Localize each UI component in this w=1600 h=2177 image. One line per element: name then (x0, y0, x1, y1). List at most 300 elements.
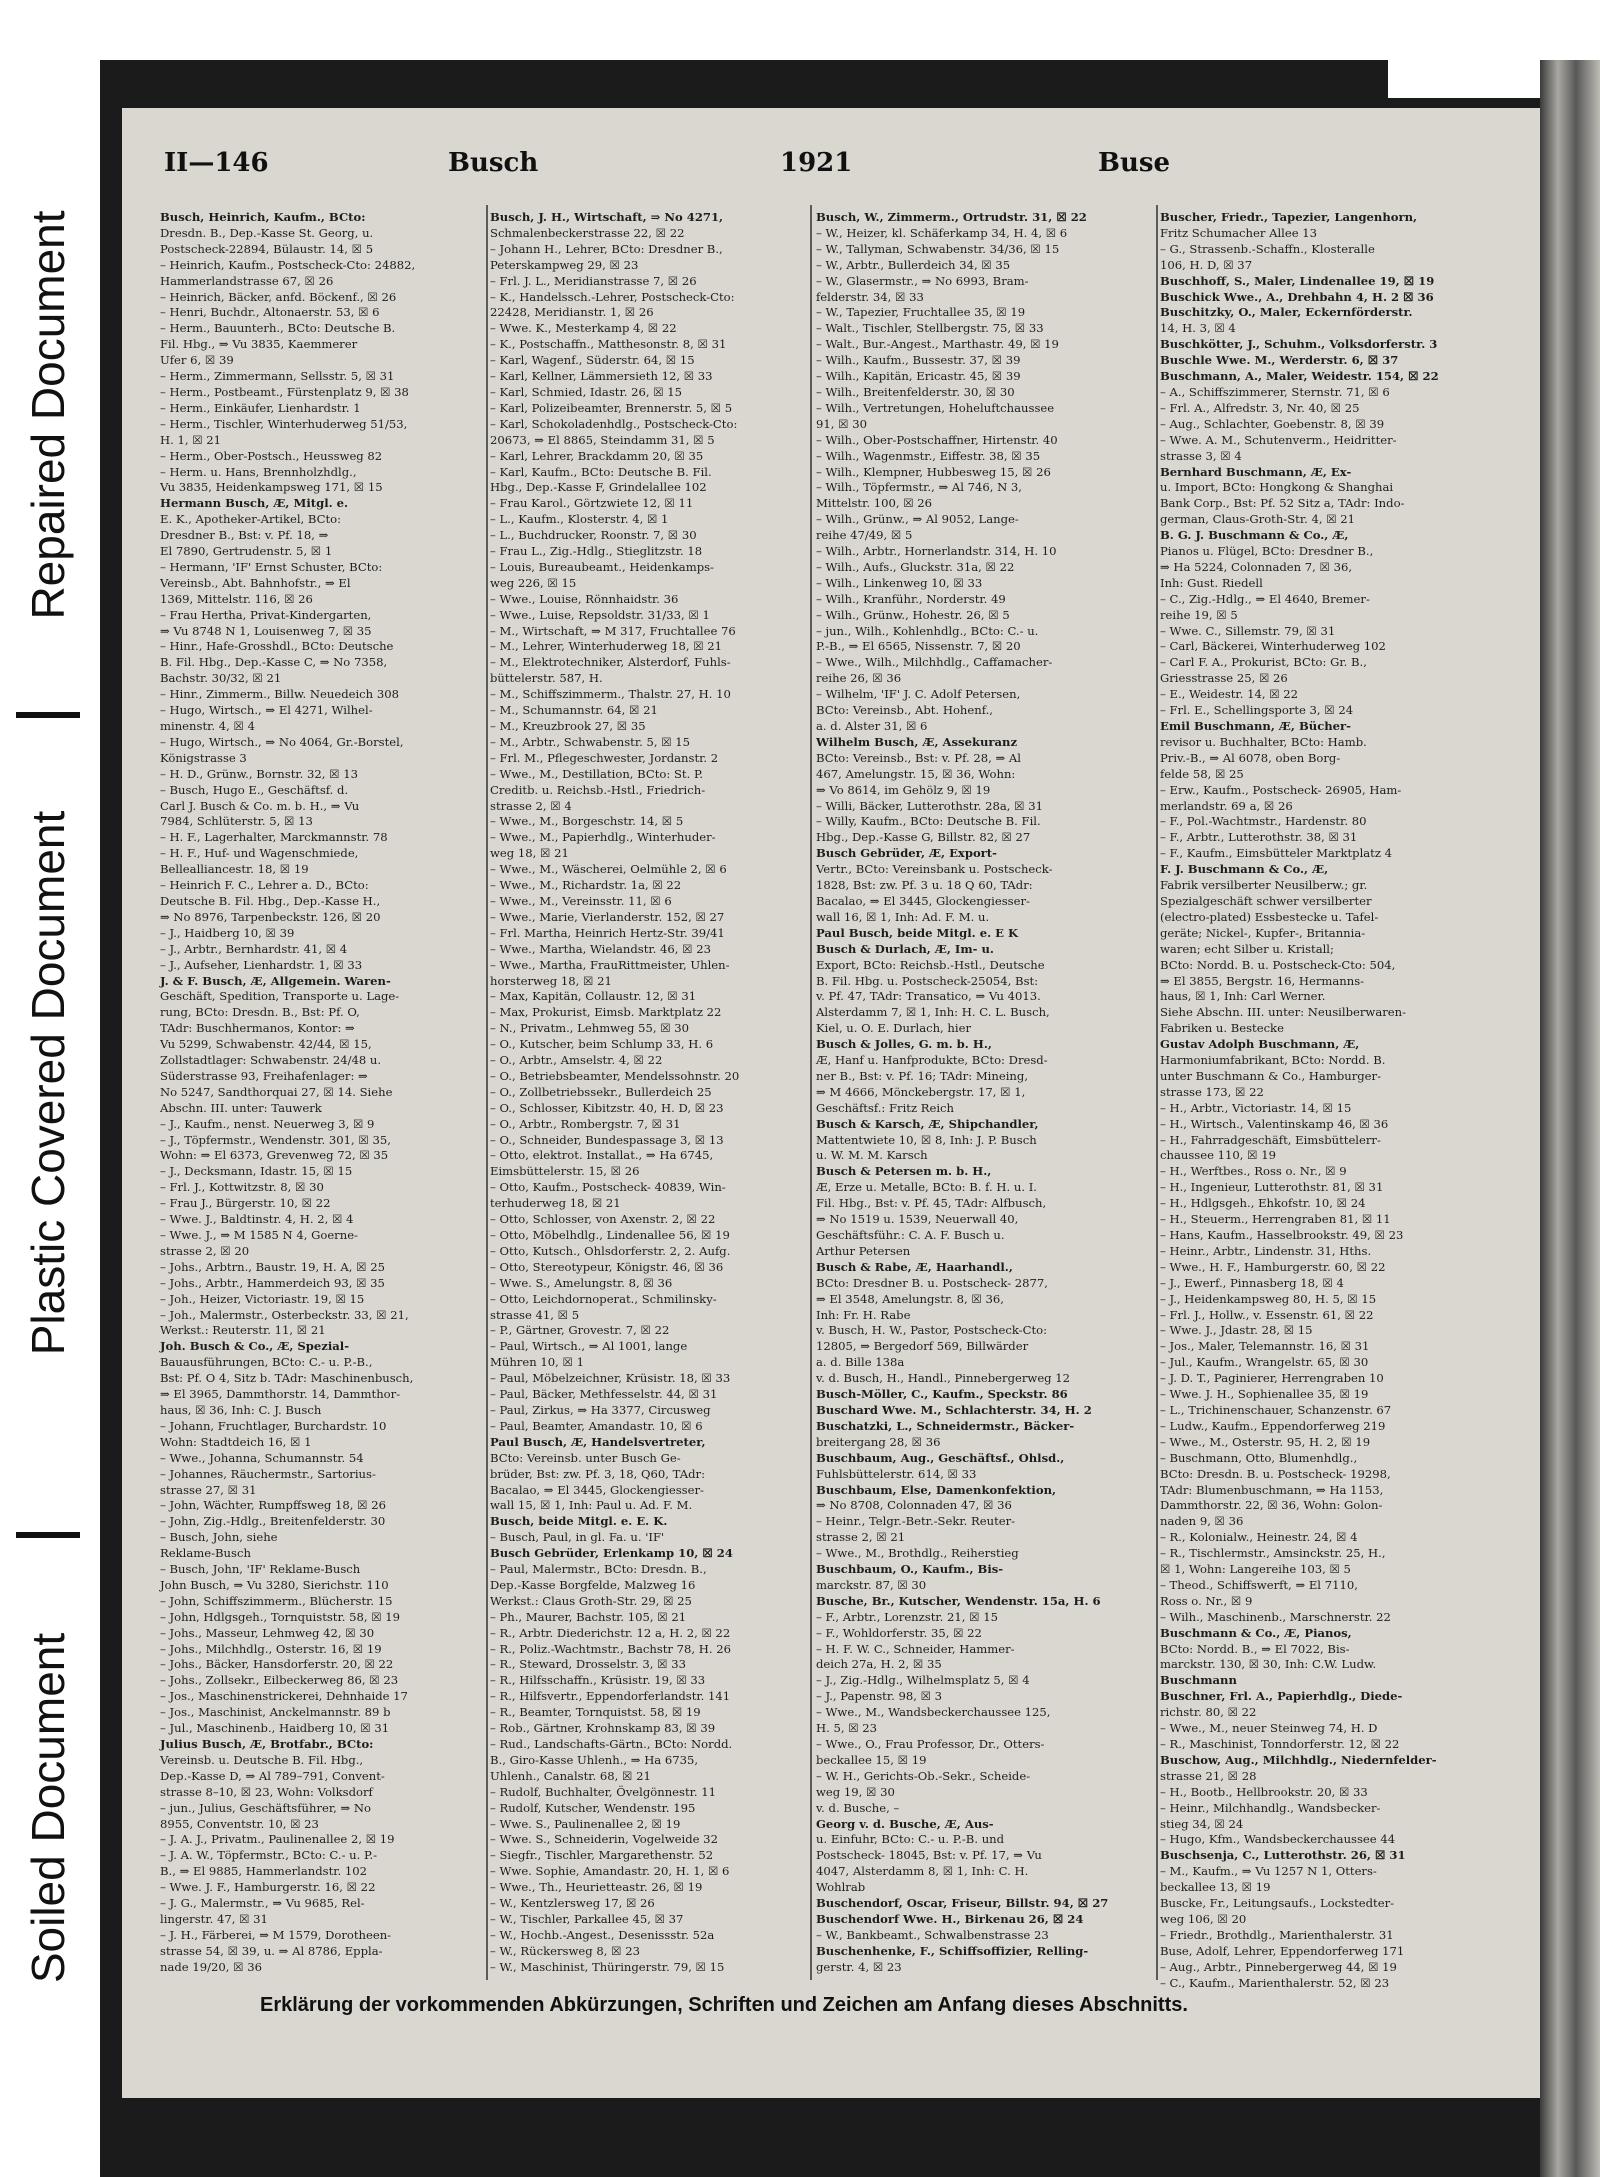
entry-line: Schmalenbeckerstrasse 22, ☒ 22 (490, 225, 685, 240)
entry-line: – H. F. W. C., Schneider, Hammer- (816, 1641, 1015, 1656)
entry-line: – W., Maschinist, Thüringerstr. 79, ☒ 15 (490, 1959, 725, 1974)
entry-line: Süderstrasse 93, Freihafenlager: ⇒ (160, 1068, 368, 1083)
entry-line: Vereinsb., Abt. Bahnhofstr., ⇒ El (160, 575, 351, 590)
entry-line: – Wwe., M., Borgeschstr. 14, ☒ 5 (490, 814, 684, 829)
entry-line: – F., Arbtr., Lorenzstr. 21, ☒ 15 (816, 1609, 998, 1624)
entry-line: – W. H., Gerichts-Ob.-Sekr., Scheide- (816, 1768, 1031, 1783)
entry-line: – Wwe., M., Papierhdlg., Winterhuder- (490, 830, 716, 845)
entry-line: – J., Decksmann, Idastr. 15, ☒ 15 (160, 1164, 353, 1179)
entry-line: Fil. Hbg., ⇒ Vu 3835, Kaemmerer (160, 337, 358, 352)
entry-line: marckstr. 130, ☒ 30, Inh: C.W. Ludw. (1160, 1657, 1377, 1672)
entry-line: Buschhoff, S., Maler, Lindenallee 19, ☒ 19 (1160, 273, 1435, 288)
entry-line: Buse, Adolf, Lehrer, Eppendorferweg 171 (1160, 1943, 1405, 1958)
entry-line: – Carl, Bäckerei, Winterhuderweg 102 (1160, 639, 1386, 654)
entry-line: 8955, Conventstr. 10, ☒ 23 (160, 1816, 319, 1831)
sidebar-labels (0, 0, 96, 2177)
entry-line: – W., Kentzlersweg 17, ☒ 26 (490, 1896, 655, 1911)
entry-line: Fuhlsbüttelerstr. 614, ☒ 33 (816, 1466, 977, 1481)
entry-line: – M., Wirtschaft, ⇒ M 317, Fruchtallee 76 (490, 623, 736, 638)
entry-line: – Hugo, Wirtsch., ⇒ No 4064, Gr.-Borstel, (160, 734, 404, 749)
entry-line: – J., Papenstr. 98, ☒ 3 (816, 1689, 943, 1704)
entry-line: B., Giro-Kasse Uhlenh., ⇒ Ha 6735, (490, 1752, 699, 1767)
entry-line: u. Einfuhr, BCto: C.- u. P.-B. und (816, 1832, 1005, 1847)
entry-line: – Wilh., Ober-Postschaffner, Hirtenstr. 40 (816, 432, 1058, 447)
entry-line: No 5247, Sandthorquai 27, ☒ 14. Siehe (160, 1084, 393, 1099)
entry-line: Dep.-Kasse Borgfelde, Malzweg 16 (490, 1577, 696, 1592)
entry-line: Fritz Schumacher Allee 13 (1160, 225, 1318, 240)
entry-line: – Willi, Bäcker, Lutterothstr. 28a, ☒ 31 (816, 798, 1043, 813)
entry-line: Bauausführungen, BCto: C.- u. P.-B., (160, 1355, 373, 1370)
column-2 (490, 210, 806, 1980)
entry-line: Buschick Wwe., A., Drehbahn 4, H. 2 ☒ 36 (1160, 289, 1434, 304)
entry-line: Buschenhenke, F., Schiffsoffizier, Relling- (816, 1943, 1089, 1958)
entry-line: – R., Beamter, Tornquistst. 58, ☒ 19 (490, 1705, 701, 1720)
entry-line: Geschäft, Spedition, Transporte u. Lage- (160, 989, 400, 1004)
entry-line: – Paul, Malermstr., BCto: Dresdn. B., (490, 1562, 707, 1577)
entry-line: – H. D., Grünw., Bornstr. 32, ☒ 13 (160, 766, 358, 781)
entry-line: ⇒ No 1519 u. 1539, Neuerwall 40, (816, 1212, 1019, 1227)
entry-line: – Wwe., M., Destillation, BCto: St. P. (490, 766, 704, 781)
entry-line: BCto: Vereinsb., Abt. Hohenf., (816, 703, 993, 718)
entry-line: Buschmann & Co., Æ, Pianos, (1160, 1625, 1352, 1640)
entry-line: ☒ 1, Wohn: Langereihe 103, ☒ 5 (1160, 1562, 1351, 1577)
entry-line: – Rudolf, Buchhalter, Övelgönnestr. 11 (490, 1784, 717, 1799)
entry-line: – John, Zig.-Hdlg., Breitenfelderstr. 30 (160, 1514, 386, 1529)
entry-line: ⇒ No 8708, Colonnaden 47, ☒ 36 (816, 1498, 1012, 1513)
entry-line: Buschatzki, L., Schneidermstr., Bäcker- (816, 1418, 1075, 1433)
entry-line: – Herm., Postbeamt., Fürstenplatz 9, ☒ 38 (160, 384, 409, 399)
entry-line: – H., Fahrradgeschäft, Eimsbüttelerr- (1160, 1132, 1381, 1147)
entry-line: – Hugo, Kfm., Wandsbeckerchaussee 44 (1160, 1832, 1396, 1847)
entry-line: – Herm., Zimmermann, Sellsstr. 5, ☒ 31 (160, 369, 395, 384)
entry-line: Buschle Wwe. M., Werderstr. 6, ☒ 37 (1160, 353, 1399, 368)
entry-line: – Wilh., Kaufm., Bussestr. 37, ☒ 39 (816, 353, 1021, 368)
entry-line: revisor u. Buchhalter, BCto: Hamb. (1160, 734, 1367, 749)
column-divider (810, 205, 812, 1980)
entry-line: – O., Betriebsbeamter, Mendelssohnstr. 20 (490, 1068, 740, 1083)
entry-line: – Otto, Stereotypeur, Königstr. 46, ☒ 36 (490, 1259, 724, 1274)
entry-line: 12805, ⇒ Bergedorf 569, Billwärder (816, 1339, 1029, 1354)
entry-line: Buschsenja, C., Lutterothstr. 26, ☒ 31 (1160, 1848, 1406, 1863)
entry-line: Fabriken u. Bestecke (1160, 1021, 1284, 1036)
entry-line: weg 226, ☒ 15 (490, 575, 577, 590)
entry-line: – Frl. J., Kottwitzstr. 8, ☒ 30 (160, 1180, 324, 1195)
entry-line: – Wwe., Martha, FrauRittmeister, Uhlen- (490, 957, 730, 972)
entry-line: P.-B., ⇒ El 6565, Nissenstr. 7, ☒ 20 (816, 639, 1021, 654)
entry-line: Busch, J. H., Wirtschaft, ⇒ No 4271, (490, 210, 724, 224)
entry-line: – Johannes, Räuchermstr., Sartorius- (160, 1466, 376, 1481)
entry-line: – R., Tischlermstr., Amsinckstr. 25, H., (1160, 1546, 1386, 1561)
entry-line: – Buschmann, Otto, Blumenhdlg., (1160, 1450, 1358, 1465)
entry-line: – Wwe. A. M., Schutenverm., Heidritter- (1160, 432, 1397, 447)
entry-line: – R., Poliz.-Wachtmstr., Bachstr 78, H. 26 (490, 1641, 732, 1656)
entry-line: – Jos., Maschinenstrickerei, Dehnhaide 17 (160, 1689, 408, 1704)
entry-line: ⇒ El 3548, Amelungstr. 8, ☒ 36, (816, 1291, 1004, 1306)
entry-line: – Otto, Kaufm., Postscheck- 40839, Win- (490, 1180, 726, 1195)
entry-line: – J. A. W., Töpfermstr., BCto: C.- u. P.- (160, 1848, 378, 1863)
entry-line: – W., Hochb.-Angest., Desenissstr. 52a (490, 1927, 715, 1942)
entry-line: – Heinr., Milchhandlg., Wandsbecker- (1160, 1800, 1381, 1815)
entry-line: – H., Werftbes., Ross o. Nr., ☒ 9 (1160, 1164, 1347, 1179)
entry-line: Pianos u. Flügel, BCto: Dresdner B., (1160, 544, 1374, 559)
entry-line: – Joh., Heizer, Victoriastr. 19, ☒ 15 (160, 1291, 365, 1306)
entry-line: Buschbaum, Else, Damenkonfektion, (816, 1482, 1057, 1497)
entry-line: Dresdner B., Bst: v. Pf. 18, ⇒ (160, 528, 329, 543)
entry-line: – Paul, Zirkus, ⇒ Ha 3377, Circusweg (490, 1402, 711, 1417)
entry-line: felde 58, ☒ 25 (1160, 766, 1244, 781)
entry-line: – R., Steward, Drosselstr. 3, ☒ 33 (490, 1657, 687, 1672)
entry-line: – R., Arbtr. Diederichstr. 12 a, H. 2, ☒ 22 (490, 1625, 731, 1640)
entry-line: – Wilh., Arbtr., Hornerlandstr. 314, H. 10 (816, 544, 1057, 559)
entry-line: – M., Schumannstr. 64, ☒ 21 (490, 703, 658, 718)
entry-line: ⇒ El 3855, Bergstr. 16, Hermanns- (1160, 973, 1365, 988)
entry-line: – L., Buchdrucker, Roonstr. 7, ☒ 30 (490, 528, 697, 543)
entry-line: terhuderweg 18, ☒ 21 (490, 1196, 621, 1211)
entry-line: – Hans, Kaufm., Hasselbrookstr. 49, ☒ 23 (1160, 1228, 1404, 1242)
entry-line: Dammthorstr. 22, ☒ 36, Wohn: Golon- (1160, 1498, 1383, 1513)
entry-line: – Wwe., M., Wäscherei, Oelmühle 2, ☒ 6 (490, 862, 727, 877)
entry-line: Dresdn. B., Dep.-Kasse St. Georg, u. (160, 225, 374, 240)
entry-line: german, Claus-Groth-Str. 4, ☒ 21 (1160, 512, 1356, 527)
entry-line: felderstr. 34, ☒ 33 (816, 289, 924, 304)
label-plastic-covered-document: Plastic Covered Document (22, 810, 74, 1356)
entry-line: – M., Kreuzbrook 27, ☒ 35 (490, 719, 646, 733)
entry-line: – W., Glasermstr., ⇒ No 6993, Bram- (816, 273, 1029, 288)
entry-line: Buschkötter, J., Schuhm., Volksdorferstr. 3 (1160, 337, 1438, 352)
entry-line: – H., Ingenieur, Lutterothstr. 81, ☒ 31 (1160, 1180, 1384, 1195)
entry-line: – J. A. J., Privatm., Paulinenallee 2, ☒ 19 (160, 1832, 395, 1847)
entry-line: – W., Tapezier, Fruchtallee 35, ☒ 19 (816, 305, 1026, 320)
entry-line: – G., Strassenb.-Schaffn., Klosteralle (1160, 241, 1375, 256)
entry-line: – J., Heidenkampsweg 80, H. 5, ☒ 15 (1160, 1291, 1377, 1306)
entry-line: – Otto, Leichdornoperat., Schmilinsky- (490, 1291, 717, 1306)
entry-line: – Johs., Arbtr., Hammerdeich 93, ☒ 35 (160, 1275, 385, 1290)
entry-line: ⇒ El 3965, Dammthorstr. 14, Dammthor- (160, 1387, 401, 1402)
entry-line: – Jos., Maschinist, Anckelmannstr. 89 b (160, 1705, 391, 1720)
entry-line: ⇒ Vo 8614, im Gehölz 9, ☒ 19 (816, 782, 991, 797)
entry-line: – H. F., Huf- und Wagenschmiede, (160, 846, 359, 861)
entry-line: Ufer 6, ☒ 39 (160, 353, 234, 368)
entry-line: – Max, Prokurist, Eimsb. Marktplatz 22 (490, 1005, 722, 1020)
entry-line: TAdr: Buschhermanos, Kontor: ⇒ (160, 1021, 355, 1036)
entry-line: – Johs., Milchhdlg., Osterstr. 16, ☒ 19 (160, 1641, 382, 1656)
entry-line: (electro-plated) Essbestecke u. Tafel- (1160, 909, 1379, 924)
entry-line: stieg 34, ☒ 24 (1160, 1816, 1244, 1831)
entry-line: B. Fil. Hbg., Dep.-Kasse C, ⇒ No 7358, (160, 655, 388, 670)
entry-line: – K., Postschaffn., Matthesonstr. 8, ☒ 31 (490, 337, 727, 352)
entry-line: merlandstr. 69 a, ☒ 26 (1160, 798, 1293, 813)
entry-line: – Karl, Schokoladenhdlg., Postscheck-Cto: (490, 416, 738, 431)
entry-line: Bachstr. 30/32, ☒ 21 (160, 671, 282, 686)
entry-line: Werkst.: Reuterstr. 11, ☒ 21 (160, 1323, 326, 1338)
entry-line: – J., Zig.-Hdlg., Wilhelmsplatz 5, ☒ 4 (816, 1673, 1030, 1688)
entry-line: Bank Corp., Bst: Pf. 52 Sitz a, TAdr: Indo- (1160, 496, 1405, 511)
entry-line: – Rudolf, Kutscher, Wendenstr. 195 (490, 1800, 696, 1815)
entry-line: – Heinrich F. C., Lehrer a. D., BCto: (160, 878, 369, 893)
entry-line: naden 9, ☒ 36 (1160, 1514, 1244, 1529)
entry-line: Joh. Busch & Co., Æ, Spezial- (160, 1339, 350, 1354)
entry-line: 91, ☒ 30 (816, 416, 867, 431)
entry-line: Vu 3835, Heidenkampsweg 171, ☒ 15 (160, 480, 383, 495)
entry-line: – W., Heizer, kl. Schäferkamp 34, H. 4, ☒ 6 (816, 225, 1068, 240)
entry-line: Fabrik versilberter Neusilberw.; gr. (1160, 878, 1368, 893)
label-separator (16, 1532, 80, 1538)
entry-line: Paul Busch, beide Mitgl. e. E K (816, 925, 1019, 940)
column-4 (1160, 210, 1510, 1990)
entry-line: – Johann, Fruchtlager, Burchardstr. 10 (160, 1418, 387, 1433)
entry-line: – Wwe., Wilh., Milchhdlg., Caffamacher- (816, 655, 1053, 670)
entry-line: – Karl, Lehrer, Brackdamm 20, ☒ 35 (490, 448, 704, 463)
entry-line: – P., Gärtner, Grovestr. 7, ☒ 22 (490, 1323, 670, 1338)
entry-line: – O., Kutscher, beim Schlump 33, H. 6 (490, 1037, 714, 1052)
entry-line: Vertr., BCto: Vereinsbank u. Postscheck- (816, 862, 1053, 877)
entry-line: breitergang 28, ☒ 36 (816, 1434, 941, 1449)
entry-line: strasse 2, ☒ 21 (816, 1530, 906, 1545)
entry-line: – Hinr., Zimmerm., Billw. Neuedeich 308 (160, 687, 399, 702)
entry-line: – Joh., Malermstr., Osterbeckstr. 33, ☒ 21, (160, 1307, 409, 1322)
entry-line: – H. F., Lagerhalter, Marckmannstr. 78 (160, 830, 388, 845)
entry-line: TAdr: Blumenbuschmann, ⇒ Ha 1153, (1160, 1482, 1384, 1497)
entry-line: Buschner, Frl. A., Papierhdlg., Diede- (1160, 1689, 1403, 1704)
entry-line: Geschäftsf.: Fritz Reich (816, 1100, 955, 1115)
entry-line: – R., Kolonialw., Heinestr. 24, ☒ 4 (1160, 1530, 1358, 1545)
entry-line: – Wwe. S., Schneiderin, Vogelweide 32 (490, 1832, 718, 1847)
entry-line: gerstr. 4, ☒ 23 (816, 1959, 902, 1974)
entry-line: – Rob., Gärtner, Krohnskamp 83, ☒ 39 (490, 1721, 716, 1736)
entry-line: – Wwe., O., Frau Professor, Dr., Otters- (816, 1737, 1045, 1751)
entry-line: horsterweg 18, ☒ 21 (490, 973, 612, 988)
entry-line: Griesstrasse 25, ☒ 26 (1160, 671, 1288, 686)
entry-line: haus, ☒ 36, Inh: C. J. Busch (160, 1402, 322, 1417)
entry-line: nade 19/20, ☒ 36 (160, 1959, 262, 1974)
entry-line: BCto: Vereinsb., Bst: v. Pf. 28, ⇒ Al (816, 750, 1021, 765)
entry-line: – Wwe., Louise, Rönnhaidstr. 36 (490, 591, 679, 606)
entry-line: Vu 5299, Schwabenstr. 42/44, ☒ 15, (160, 1037, 372, 1052)
header-right-name: Buse (1098, 148, 1171, 178)
entry-line: Buschard Wwe. M., Schlachterstr. 34, H. 2 (816, 1402, 1092, 1417)
entry-line: chaussee 110, ☒ 19 (1160, 1148, 1276, 1163)
entry-line: Busch, W., Zimmerm., Ortrudstr. 31, ☒ 22 (816, 210, 1087, 224)
column-divider (486, 205, 488, 1980)
entry-line: 1369, Mittelstr. 116, ☒ 26 (160, 591, 313, 606)
entry-line: – M., Elektrotechniker, Alsterdorf, Fuhls- (490, 655, 731, 670)
entry-line: – Paul, Wirtsch., ⇒ Al 1001, lange (490, 1339, 688, 1354)
entry-line: – Busch, Paul, in gl. Fa. u. 'IF' (490, 1530, 665, 1545)
entry-line: – Heinrich, Kaufm., Postscheck-Cto: 24882, (160, 257, 416, 272)
entry-line: – Karl, Kellner, Lämmersieth 12, ☒ 33 (490, 369, 713, 384)
entry-line: – J. G., Malermstr., ⇒ Vu 9685, Rel- (160, 1896, 365, 1911)
entry-line: – Wilh., Breitenfelderstr. 30, ☒ 30 (816, 384, 1015, 399)
entry-line: – Wwe., Martha, Wielandstr. 46, ☒ 23 (490, 941, 711, 956)
entry-line: – Hugo, Wirtsch., ⇒ El 4271, Wilhel- (160, 703, 373, 718)
entry-line: – A., Schiffszimmerer, Sternstr. 71, ☒ 6 (1160, 384, 1390, 399)
entry-line: Vereinsb. u. Deutsche B. Fil. Hbg., (160, 1752, 364, 1767)
entry-line: rung, BCto: Dresdn. B., Bst: Pf. O, (160, 1005, 360, 1020)
entry-line: BCto: Vereinsb. unter Busch Ge- (490, 1450, 681, 1465)
entry-line: Abschn. III. unter: Tauwerk (160, 1100, 322, 1115)
entry-line: u. W. M. M. Karsch (816, 1148, 928, 1163)
entry-line: – F., Pol.-Wachtmstr., Hardenstr. 80 (1160, 814, 1367, 829)
entry-line: – Herm., Bauunterh., BCto: Deutsche B. (160, 321, 396, 336)
entry-line: – M., Lehrer, Winterhuderweg 18, ☒ 21 (490, 639, 723, 654)
entry-line: büttelerstr. 587, H. (490, 671, 603, 686)
entry-line: ⇒ Vu 8748 N 1, Louisenweg 7, ☒ 35 (160, 623, 372, 638)
entry-line: B. G. J. Buschmann & Co., Æ, (1160, 528, 1349, 543)
entry-line: haus, ☒ 1, Inh: Carl Werner. (1160, 989, 1326, 1004)
entry-line: – Wwe., M., neuer Steinweg 74, H. D (1160, 1721, 1378, 1736)
entry-line: – C., Zig.-Hdlg., ⇒ El 4640, Bremer- (1160, 591, 1370, 606)
entry-line: Buschendorf Wwe. H., Birkenau 26, ☒ 24 (816, 1911, 1084, 1926)
entry-line: – Herm., Ober-Postsch., Heussweg 82 (160, 448, 383, 463)
entry-line: a. d. Bille 138a (816, 1355, 905, 1370)
entry-line: – Herm., Tischler, Winterhuderweg 51/53, (160, 416, 408, 431)
entry-line: a. d. Alster 31, ☒ 6 (816, 719, 928, 733)
entry-line: – Jos., Maler, Telemannstr. 16, ☒ 31 (1160, 1339, 1370, 1354)
entry-line: – Hinr., Hafe-Grosshdl., BCto: Deutsche (160, 639, 394, 654)
entry-line: Wohlrab (816, 1880, 866, 1895)
entry-line: – Wwe., Luise, Repsoldstr. 31/33, ☒ 1 (490, 607, 710, 622)
entry-line: Mittelstr. 100, ☒ 26 (816, 496, 933, 511)
entry-line: – Wilh., Vertretungen, Hoheluftchaussee (816, 400, 1055, 415)
entry-line: – Willy, Kaufm., BCto: Deutsche B. Fil. (816, 814, 1041, 829)
entry-line: – Wilh., Grünw., Hohestr. 26, ☒ 5 (816, 607, 1010, 622)
entry-line: strasse 21, ☒ 28 (1160, 1768, 1257, 1783)
entry-line: wall 16, ☒ 1, Inh: Ad. F. M. u. (816, 909, 990, 924)
entry-line: – Wilh., Maschinenb., Marschnerstr. 22 (1160, 1609, 1391, 1624)
entry-line: – Wwe., M., Osterstr. 95, H. 2, ☒ 19 (1160, 1434, 1371, 1449)
entry-line: – M., Schiffszimmerm., Thalstr. 27, H. 10 (490, 687, 731, 702)
entry-line: Export, BCto: Reichsb.-Hstl., Deutsche (816, 957, 1045, 972)
entry-line: – W., Tischler, Parkallee 45, ☒ 37 (490, 1911, 684, 1926)
entry-line: – Wilh., Grünw., ⇒ Al 9052, Lange- (816, 512, 1019, 527)
entry-line: Buschbaum, O., Kaufm., Bis- (816, 1562, 1004, 1577)
entry-line: Georg v. d. Busche, Æ, Aus- (816, 1816, 994, 1831)
label-repaired-document: Repaired Document (22, 210, 74, 620)
entry-line: – Wwe., H. F., Hamburgerstr. 60, ☒ 22 (1160, 1259, 1386, 1274)
entry-line: – L., Trichinenschauer, Schanzenstr. 67 (1160, 1402, 1392, 1417)
entry-line: John Busch, ⇒ Vu 3280, Sierichstr. 110 (160, 1577, 389, 1592)
entry-line: Postscheck- 18045, Bst: v. Pf. 17, ⇒ Vu (816, 1848, 1042, 1863)
entry-line: Busch & Jolles, G. m. b. H., (816, 1037, 992, 1052)
entry-line: – Louis, Bureaubeamt., Heidenkamps- (490, 559, 714, 574)
entry-line: – Wwe. J., Baldtinstr. 4, H. 2, ☒ 4 (160, 1212, 354, 1227)
entry-line: – Frau J., Bürgerstr. 10, ☒ 22 (160, 1196, 331, 1211)
entry-line: – Johann H., Lehrer, BCto: Dresdner B., (490, 241, 723, 256)
entry-line: – Hermann, 'IF' Ernst Schuster, BCto: (160, 559, 383, 574)
entry-line: – O., Schneider, Bundespassage 3, ☒ 13 (490, 1132, 724, 1147)
entry-line: Werkst.: Claus Groth-Str. 29, ☒ 25 (490, 1593, 692, 1608)
entry-line: strasse 173, ☒ 22 (1160, 1084, 1264, 1099)
entry-line: B. Fil. Hbg. u. Postscheck-25054, Bst: (816, 973, 1039, 988)
entry-line: B., ⇒ El 9885, Hammerlandstr. 102 (160, 1864, 368, 1879)
entry-line: – Wilh., Kranführ., Norderstr. 49 (816, 591, 1006, 606)
entry-line: – Paul, Möbelzeichner, Krüsistr. 18, ☒ 33 (490, 1371, 731, 1386)
entry-line: – Frl. A., Alfredstr. 3, Nr. 40, ☒ 25 (1160, 400, 1360, 415)
entry-line: – John, Wächter, Rumpffsweg 18, ☒ 26 (160, 1498, 386, 1513)
entry-line: – Wilhelm, 'IF' J. C. Adolf Petersen, (816, 687, 1021, 702)
entry-line: Buschitzky, O., Maler, Eckernförderstr. (1160, 305, 1413, 320)
entry-line: strasse 2, ☒ 20 (160, 1243, 250, 1258)
entry-line: 106, H. D, ☒ 37 (1160, 257, 1253, 272)
entry-line: Dep.-Kasse D, ⇒ Al 789–791, Convent- (160, 1768, 385, 1783)
entry-line: Inh: Gust. Riedell (1160, 575, 1263, 590)
header-year: 1921 (780, 148, 853, 178)
entry-line: Reklame-Busch (160, 1546, 251, 1561)
entry-line: Siehe Abschn. III. unter: Neusilberwaren- (1160, 1005, 1407, 1020)
entry-line: – Wwe. C., Sillemstr. 79, ☒ 31 (1160, 623, 1336, 638)
entry-line: – Wilh., Klempner, Hubbesweg 15, ☒ 26 (816, 464, 1051, 479)
entry-line: – J., Ewerf., Pinnasberg 18, ☒ 4 (1160, 1275, 1344, 1290)
entry-line: – Paul, Bäcker, Methfesselstr. 44, ☒ 31 (490, 1387, 718, 1402)
entry-line: Hermann Busch, Æ, Mitgl. e. (160, 496, 349, 511)
book-spine (1540, 60, 1600, 2177)
entry-line: – H., Bootb., Hellbrookstr. 20, ☒ 33 (1160, 1784, 1368, 1799)
entry-line: – J. H., Färberei, ⇒ M 1579, Dorotheen- (160, 1927, 392, 1942)
entry-line: – Henri, Buchdr., Altonaerstr. 53, ☒ 6 (160, 305, 380, 320)
entry-line: – M., Kaufm., ⇒ Vu 1257 N 1, Otters- (1160, 1864, 1377, 1879)
entry-line: – R., Maschinist, Tonndorferstr. 12, ☒ 22 (1160, 1737, 1400, 1751)
entry-line: ⇒ Ha 5224, Colonnaden 7, ☒ 36, (1160, 559, 1353, 574)
entry-line: – Karl, Kaufm., BCto: Deutsche B. Fil. (490, 464, 712, 479)
entry-line: – H., Wirtsch., Valentinskamp 46, ☒ 36 (1160, 1116, 1389, 1131)
entry-line: – F., Arbtr., Lutterothstr. 38, ☒ 31 (1160, 830, 1358, 845)
entry-line: strasse 41, ☒ 5 (490, 1307, 580, 1322)
entry-line: – J., Haidberg 10, ☒ 39 (160, 925, 295, 940)
entry-line: – jun., Wilh., Kohlenhdlg., BCto: C.- u. (816, 623, 1039, 638)
entry-line: – R., Hilfsvertr., Eppendorferlandstr. 141 (490, 1689, 731, 1704)
entry-line: – jun., Julius, Geschäftsführer, ⇒ No (160, 1800, 372, 1815)
entry-line: – Wilh., Töpfermstr., ⇒ Al 746, N 3, (816, 480, 1022, 495)
entry-line: – Walt., Bur.-Angest., Marthastr. 49, ☒ 19 (816, 337, 1059, 352)
entry-line: – Walt., Tischler, Stellbergstr. 75, ☒ 33 (816, 321, 1044, 336)
column-1 (160, 210, 482, 1980)
entry-line: Arthur Petersen (816, 1243, 911, 1258)
entry-line: Inh: Fr. H. Rabe (816, 1307, 911, 1322)
entry-line: – Wwe. J., ⇒ M 1585 N 4, Goerne- (160, 1228, 358, 1242)
entry-line: Hbg., Dep.-Kasse G, Billstr. 82, ☒ 27 (816, 830, 1031, 845)
entry-line: – Wwe. J., Jdastr. 28, ☒ 15 (1160, 1323, 1313, 1338)
entry-line: minenstr. 4, ☒ 4 (160, 719, 255, 733)
entry-line: – J., Aufseher, Lienhardstr. 1, ☒ 33 (160, 957, 363, 972)
entry-line: brüder, Bst: zw. Pf. 3, 18, Q60, TAdr: (490, 1466, 705, 1481)
entry-line: – Wilh., Linkenweg 10, ☒ 33 (816, 575, 983, 590)
entry-line: – E., Weidestr. 14, ☒ 22 (1160, 687, 1299, 702)
entry-line: – F., Kaufm., Eimsbütteler Marktplatz 4 (1160, 846, 1393, 861)
entry-line: Creditb. u. Reichsb.-Hstl., Friedrich- (490, 782, 706, 797)
entry-line: Julius Busch, Æ, Brotfabr., BCto: (160, 1737, 374, 1751)
entry-line: – Heinr., Telgr.-Betr.-Sekr. Reuter- (816, 1514, 1016, 1529)
entry-line: Buschendorf, Oscar, Friseur, Billstr. 94, ☒ 27 (816, 1896, 1109, 1911)
entry-line: Mühren 10, ☒ 1 (490, 1355, 584, 1370)
entry-line: strasse 3, ☒ 4 (1160, 448, 1242, 463)
entry-line: – W., Tallyman, Schwabenstr. 34/36, ☒ 15 (816, 241, 1060, 256)
entry-line: Eimsbüttelerstr. 15, ☒ 26 (490, 1164, 640, 1179)
entry-line: beckallee 15, ☒ 19 (816, 1752, 927, 1767)
entry-line: – M., Arbtr., Schwabenstr. 5, ☒ 15 (490, 734, 691, 749)
entry-line: Busch & Durlach, Æ, Im- u. (816, 941, 994, 956)
entry-line: Bacalao, ⇒ El 3445, Glockengiesser- (816, 893, 1030, 908)
entry-line: El 7890, Gertrudenstr. 5, ☒ 1 (160, 544, 333, 559)
entry-line: beckallee 13, ☒ 19 (1160, 1880, 1271, 1895)
entry-line: – Erw., Kaufm., Postscheck- 26905, Ham- (1160, 782, 1402, 797)
entry-line: Bellealliancestr. 18, ☒ 19 (160, 862, 309, 877)
entry-line: E. K., Apotheker-Artikel, BCto: (160, 512, 342, 527)
entry-line: Bacalao, ⇒ El 3445, Glockengiesser- (490, 1482, 704, 1497)
entry-line: – Frl. J. L., Meridianstrasse 7, ☒ 26 (490, 273, 697, 288)
entry-line: reihe 47/49, ☒ 5 (816, 528, 913, 543)
entry-line: Spezialgeschäft schwer versilberter (1160, 893, 1372, 908)
entry-line: Priv.-B., ⇒ Al 6078, oben Borg- (1160, 750, 1341, 765)
